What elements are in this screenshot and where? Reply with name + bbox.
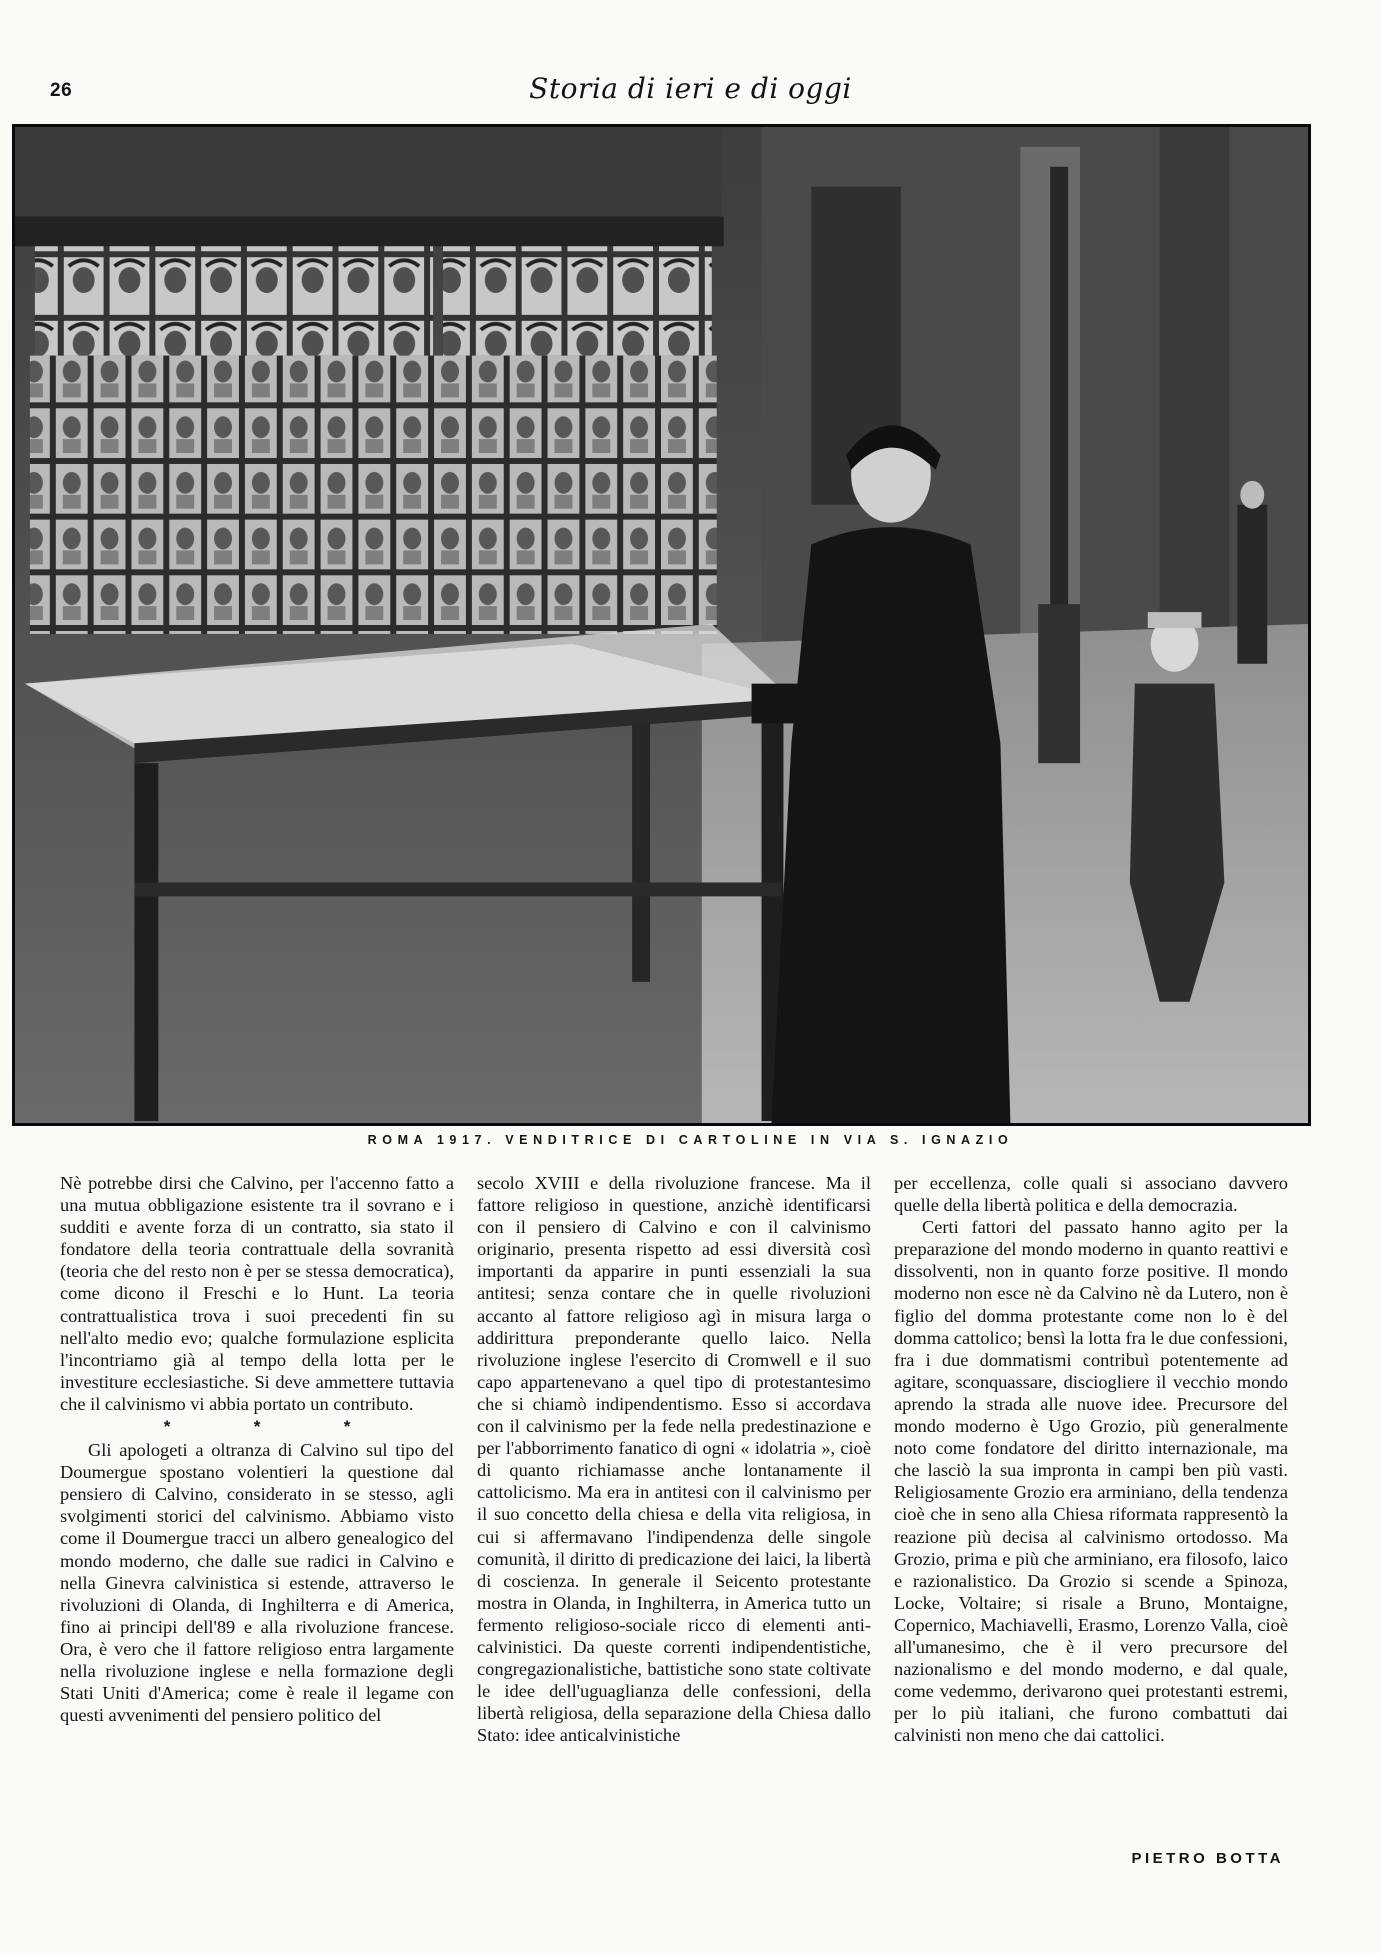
asterisk: * — [163, 1417, 171, 1437]
paragraph: secolo XVIII e della rivoluzione francese. Ma il fattore religioso in questione, anzichè identificarsi con il pensiero di Calvino e con il calvinismo originario, presenta rispetto ad essi diversità così importanti da apparire in punti essenziali la sua antitesi; senza contare che in quelle rivoluzioni accanto al fattore religioso agì in misura larga o addirittura preponderante quello laico. Nella rivoluzione inglese l'esercito di Cromwell e il suo capo appartenevano a quel tipo di protestantesimo che si chiamò indipendentismo. Esso si accordava con il calvinismo per la fede nella predestinazione e per l'abborrimento fanatico di ogni « idolatria », cioè di quanto richiamasse anche lontanamente il cattolicismo. Ma era in antitesi con il calvinismo per il suo concetto della chiesa e della vita religiosa, in cui si affermavano l'indipendenza delle singole comunità, il diritto di predicazione dei laici, la libertà di coscienza. In generale il Seicento protestante mostra in Olanda, in Inghilterra, in America tutto un fermento religioso-sociale ricco di elementi anti-calvinistici. Da queste correnti indipendentistiche, congregazionalistiche, battistiche sono state coltivate le idee dell'uguaglianza delle confessioni, della libertà religiosa, della separazione della Chiesa dallo Stato: idee anticalvinistiche — [477, 1173, 871, 1746]
asterisk: * — [253, 1417, 261, 1437]
article-body — [60, 1172, 1288, 1862]
text-column-3 — [894, 1172, 1288, 1862]
photograph — [12, 124, 1311, 1126]
asterisk: * — [343, 1417, 351, 1437]
postcard-vendor-photo — [15, 127, 1308, 1123]
paragraph: Nè potrebbe dirsi che Calvino, per l'accenno fatto a una mutua obbligazione esistente tra il sovrano e i sudditi e avente forza di un contratto, sia stato il fondatore della teoria contrattuale della sovranità (teoria che del resto non è per se stessa democratica), come dicono il Freschi e lo Hunt. La teoria contrattualistica trova i suoi precedenti fin su nell'alto medio evo; qualche formulazione esplicita l'incontriamo già al tempo della lotta per le investiture ecclesiastiche. Si deve ammettere tuttavia che il calvinismo vi abbia portato un contributo. — [60, 1173, 454, 1414]
text-column-2 — [477, 1172, 871, 1862]
section-separator — [60, 1415, 454, 1439]
paragraph: Gli apologeti a oltranza di Calvino sul tipo del Doumergue spostano volentieri la questione dal pensiero di Calvino, considerato in se stesso, agli svolgimenti storici del calvinismo. Abbiamo visto come il Doumergue tracci un albero genealogico del mondo moderno, che dalle sue radici in Calvino e nella Ginevra calvinistica si estende, attraverso le rivoluzioni di Olanda, di Inghilterra e di America, fino ai principi dell'89 e alla rivoluzione francese. Ora, è vero che il fattore religioso entra largamente nella rivoluzione inglese e nella formazione degli Stati Uniti d'America; come è reale il legame con questi avvenimenti del pensiero politico del — [60, 1440, 454, 1726]
page-number: 26 — [50, 80, 73, 101]
author-signature: PIETRO BOTTA — [1131, 1850, 1284, 1867]
text-column-1 — [60, 1172, 454, 1862]
paragraph: per eccellenza, colle quali si associano davvero quelle della libertà politica e della democrazia. — [894, 1173, 1288, 1216]
photo-caption: ROMA 1917. VENDITRICE DI CARTOLINE IN VIA S. IGNAZIO — [367, 1133, 1014, 1147]
running-title: Storia di ieri e di oggi — [529, 72, 852, 105]
paragraph: Certi fattori del passato hanno agito per la preparazione del mondo moderno in quanto reattivi e dissolventi, non in quanto forze positive. Il mondo moderno non esce nè da Calvino nè da Lutero, non è figlio del domma protestante come non lo è del domma cattolico; bensì la lotta fra le due confessioni, fra i due dommatismi contribuì potentemente ad agitare, sconquassare, disciogliere il vecchio mondo aprendo la strada alle nuove idee. Precursore del mondo moderno è Ugo Grozio, più generalmente noto come fondatore del diritto internazionale, ma che lasciò la sua impronta in campi ben più vasti. Religiosamente Grozio era arminiano, della tendenza cioè che in seno alla Chiesa riformata rappresentò la reazione più decisa al calvinismo ortodosso. Ma Grozio, prima e più che arminiano, era filosofo, laico e razionalistico. Da Grozio si scende a Spinoza, Locke, Voltaire; si risale a Bruno, Montaigne, Copernico, Machiavelli, Erasmo, Lorenzo Valla, cioè all'umanesimo, che è il vero precursore del nazionalismo e del mondo moderno, e dal quale, come vedemmo, derivarono quei protestanti estremi, per lo più italiani, che furono combattuti dai calvinisti non meno che dai cattolici. — [894, 1217, 1288, 1746]
